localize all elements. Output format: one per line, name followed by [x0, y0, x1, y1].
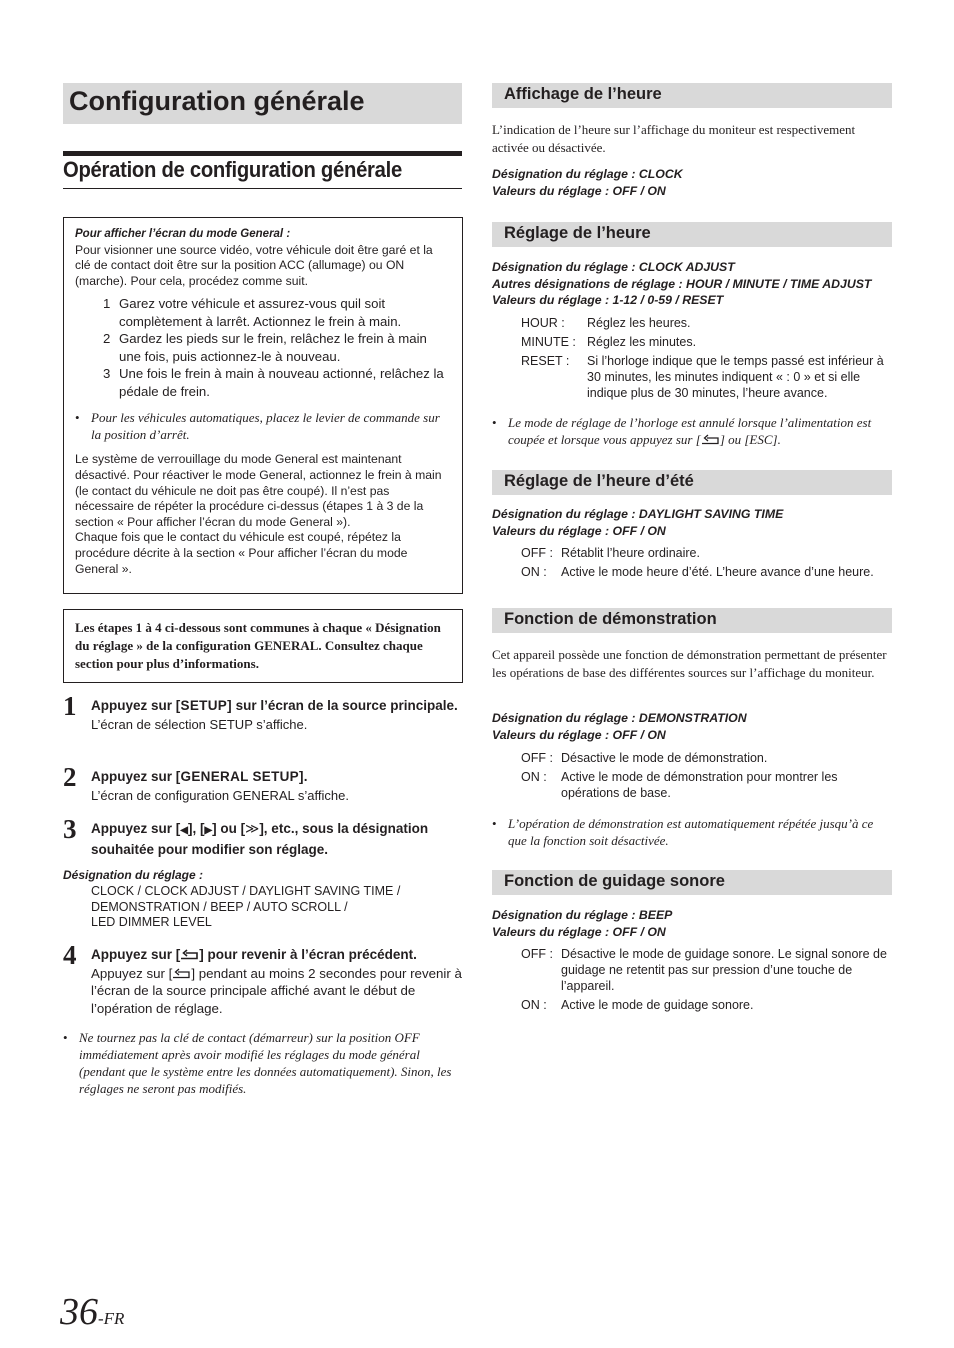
option-value: Désactive le mode de démonstration.: [561, 751, 768, 765]
info-box-note: [75, 410, 451, 443]
return-arrow-icon: [172, 968, 191, 979]
option-value: Rétablit l’heure ordinaire.: [561, 546, 700, 560]
option-value: Active le mode de démonstration pour montrer les opérations de base.: [561, 770, 838, 800]
option-key: ON :: [521, 565, 547, 579]
common-steps-box: Les étapes 1 à 4 ci-dessous sont communes à chaque « Désignation du réglage » de la configuration GENERAL. Consultez chaque section pour plus d’informations.: [63, 609, 463, 683]
page-number: [60, 1290, 124, 1334]
option-key: HOUR :: [521, 316, 565, 330]
step-number: 3: [63, 814, 77, 844]
table-row: [521, 315, 891, 331]
general-mode-info-box: [63, 217, 463, 594]
general-setup-key-label: [GENERAL SETUP]: [175, 769, 304, 784]
setting-name: Désignation du réglage : DEMONSTRATION: [492, 711, 747, 725]
info-box-intro: Pour visionner une source vidéo, votre véhicule doit être garé et la clé de contact doit être sur la position ACC (allumage) ou ON (marche). Pour cela, procédez comme suit.: [75, 242, 433, 288]
setting-labels: [492, 259, 892, 309]
step-3: [63, 814, 463, 859]
list-item: [103, 295, 451, 330]
setting-list: [91, 884, 400, 931]
table-row: [521, 997, 891, 1013]
setting-label: Désignation du réglage :: [63, 868, 204, 882]
option-key: ON :: [521, 998, 547, 1012]
setting-other-names: Autres désignations de réglage : HOUR / MINUTE / TIME ADJUST: [492, 276, 872, 291]
note-text: Ne tournez pas la clé de contact (démarreur) sur la position OFF immédiatement après avoir modifié les réglages du mode général (pendant que le système entre les données automatiquement). Sinon, les réglages ne seront pas modifiés.: [79, 1030, 452, 1096]
final-note: [63, 1029, 463, 1097]
list-item: LED DIMMER LEVEL: [91, 915, 212, 930]
heading-guidage-sonore: Fonction de guidage sonore: [492, 870, 892, 895]
paragraph: L’indication de l’heure sur l’affichage du moniteur est respectivement activée ou désactivée.: [492, 122, 856, 156]
step-number: 4: [63, 940, 77, 970]
step-result: L’écran de sélection SETUP s’affiche.: [91, 716, 308, 732]
bullet: •: [75, 410, 80, 426]
setting-labels: [492, 506, 892, 539]
setting-values: Valeurs du réglage : OFF / ON: [492, 727, 666, 742]
option-table: [521, 545, 891, 583]
table-row: [521, 769, 891, 801]
page-number-suffix: -FR: [98, 1309, 125, 1328]
option-value: Désactive le mode de guidage sonore. Le signal sonore de guidage ne retentit pas sur pression d’une touche de l’appareil.: [561, 947, 887, 993]
note: [492, 815, 892, 849]
note-text: L’opération de démonstration est automatiquement répétée jusqu’à ce que la fonction soit désactivée.: [508, 816, 874, 848]
setting-name: Désignation du réglage : CLOCK ADJUST: [492, 260, 735, 274]
option-value: Réglez les heures.: [587, 316, 691, 330]
step-instruction: Appuyez sur [GENERAL SETUP].: [91, 769, 308, 784]
step-number: 1: [63, 691, 77, 721]
table-row: [521, 334, 891, 350]
setting-values: Valeurs du réglage : OFF / ON: [492, 523, 666, 538]
page-number-value: 36: [60, 1291, 98, 1333]
option-key: OFF :: [521, 947, 553, 961]
list-item: CLOCK / CLOCK ADJUST / DAYLIGHT SAVING TIME /: [91, 884, 401, 898]
heading-affichage-heure: Affichage de l’heure: [492, 83, 892, 108]
option-key: ON :: [521, 770, 547, 784]
table-row: [521, 353, 891, 401]
setting-name: Désignation du réglage : DAYLIGHT SAVING TIME: [492, 507, 784, 521]
setup-key-label: [SETUP]: [175, 698, 232, 713]
note-text: Le mode de réglage de l’horloge est annulé lorsque l’alimentation est coupée et lorsque vous appuyez sur [ ] ou [ESC].: [508, 415, 872, 447]
setting-name: Désignation du réglage : CLOCK: [492, 167, 683, 181]
page-title: Configuration générale: [63, 83, 462, 124]
step-result: Appuyez sur [ ] pendant au moins 2 secondes pour revenir à l’écran de la source principale affiché avant le début de l’opération de réglage.: [91, 965, 462, 1016]
heading-demonstration: Fonction de démonstration: [492, 608, 892, 633]
setting-labels: [492, 710, 892, 743]
info-box-paragraph: Chaque fois que le contact du véhicule est coupé, répétez la procédure décrite à la section « Pour afficher l’écran du mode General ».: [75, 530, 408, 576]
setting-labels: [492, 907, 892, 940]
list-item: DEMONSTRATION / BEEP / AUTO SCROLL /: [91, 899, 348, 914]
option-table: [521, 315, 891, 404]
step-result: L’écran de configuration GENERAL s’affiche.: [91, 787, 349, 803]
section-title-rule: [63, 188, 462, 189]
section-title-bar: [63, 151, 462, 156]
info-box-paragraph: Le système de verrouillage du mode General est maintenant désactivé. Pour réactiver le mode General, actionnez le frein à main (le contact du véhicule ne doit pas être coupé). Il n’est pas nécessaire de répéter la procédure ci-dessus (étapes 1 à 3 de la section « Pour afficher l’écran du mode General »).: [75, 452, 442, 529]
option-key: OFF :: [521, 751, 553, 765]
left-triangle-icon: ◀: [180, 825, 188, 836]
option-value: Réglez les minutes.: [587, 335, 697, 349]
table-row: [521, 750, 891, 766]
list-item-number: 2: [103, 331, 111, 347]
table-row: [521, 545, 891, 561]
step-2: [63, 762, 463, 804]
list-item: [103, 330, 451, 365]
table-row: [521, 564, 891, 580]
step-1: [63, 691, 463, 733]
option-key: RESET :: [521, 354, 570, 368]
paragraph: Cet appareil possède une fonction de démonstration permettant de présenter les opérations de base des différentes sources sur l’affichage du moniteur.: [492, 647, 887, 681]
list-item-text: Une fois le frein à main à nouveau actionné, relâchez la pédale de frein.: [119, 366, 444, 399]
heading-heure-ete: Réglage de l’heure d’été: [492, 470, 892, 495]
step-instruction: Appuyez sur [ ] pour revenir à l’écran précédent.: [91, 947, 417, 962]
bullet: •: [492, 415, 497, 430]
step-instruction: Appuyez sur [◀], [▶] ou [≫], etc., sous la désignation souhaitée pour modifier son réglage.: [91, 821, 429, 857]
step-4: [63, 940, 463, 1017]
list-item-number: 3: [103, 366, 111, 382]
option-table: [521, 750, 891, 804]
option-value: Active le mode de guidage sonore.: [561, 998, 754, 1012]
setting-values: Valeurs du réglage : 1-12 / 0-59 / RESET: [492, 293, 724, 307]
info-box-title: Pour afficher l’écran du mode General :: [75, 228, 291, 240]
list-item-number: 1: [103, 296, 111, 312]
return-arrow-icon: [701, 434, 720, 445]
option-value: Active le mode heure d’été. L’heure avance d’une heure.: [561, 565, 874, 579]
heading-reglage-heure: Réglage de l’heure: [492, 222, 892, 247]
option-key: MINUTE :: [521, 335, 576, 349]
double-chevron-icon: ≫: [245, 821, 260, 836]
info-box-steps: [103, 295, 451, 400]
return-arrow-icon: [180, 949, 199, 960]
section-title: Opération de configuration générale: [63, 157, 402, 182]
list-item: [103, 365, 451, 400]
setting-values: Valeurs du réglage : OFF / ON: [492, 183, 666, 198]
option-key: OFF :: [521, 546, 553, 560]
setting-labels: [492, 166, 892, 199]
note-text: Pour les véhicules automatiques, placez le levier de commande sur la position d’arrêt.: [91, 410, 440, 442]
list-item-text: Garez votre véhicule et assurez-vous quil soit complètement à larrêt. Actionnez le frein à main.: [119, 296, 402, 329]
note: [492, 414, 892, 448]
bullet: •: [63, 1030, 68, 1045]
option-value: Si l’horloge indique que le temps passé est inférieur à 30 minutes, les minutes indiquent « : 0 » et si elle indique plus de 30 minutes, l’heure avance.: [587, 354, 884, 400]
list-item-text: Gardez les pieds sur le frein, relâchez le frein à main une fois, puis actionnez-le à nouveau.: [119, 331, 427, 364]
bullet: •: [492, 816, 497, 831]
step-instruction: Appuyez sur [SETUP] sur l’écran de la source principale.: [91, 698, 458, 713]
right-triangle-icon: ▶: [204, 825, 213, 836]
setting-values: Valeurs du réglage : OFF / ON: [492, 924, 666, 939]
step-number: 2: [63, 762, 77, 792]
setting-name: Désignation du réglage : BEEP: [492, 908, 673, 922]
option-table: [521, 946, 891, 1016]
table-row: [521, 946, 891, 994]
